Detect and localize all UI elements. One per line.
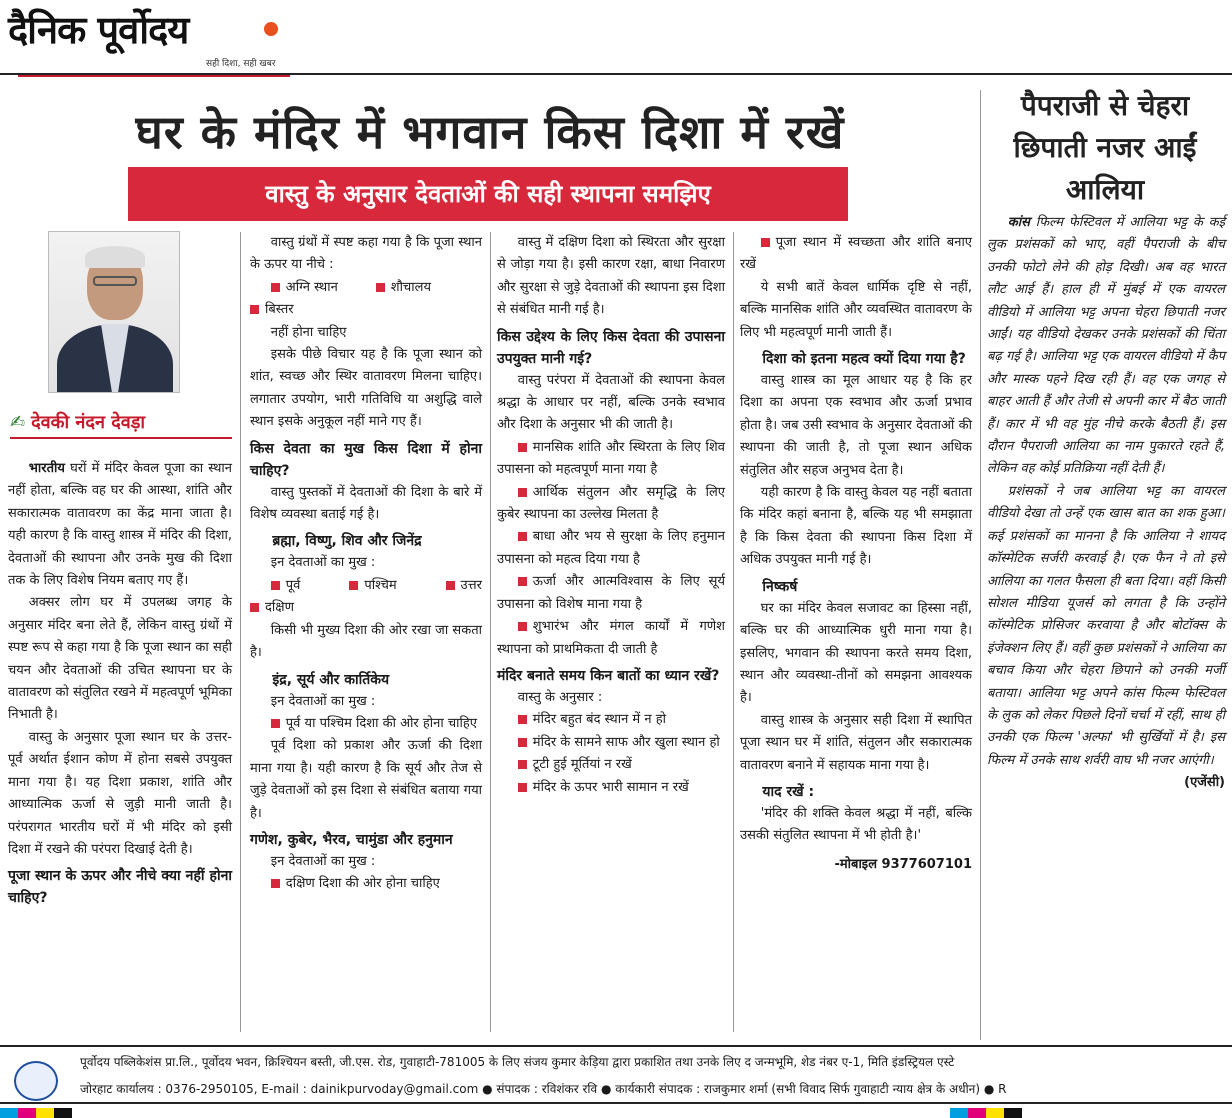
column-divider <box>490 232 491 1032</box>
bullet-icon <box>446 581 455 590</box>
paragraph: वास्तु के अनुसार : <box>517 689 603 705</box>
contact-mobile: -मोबाइल 9377607101 <box>834 856 972 872</box>
byline <box>10 410 232 434</box>
subheading: याद रखें : <box>762 783 815 800</box>
author-photo <box>48 231 180 393</box>
article-column-1 <box>8 458 232 909</box>
bullet-row <box>250 575 482 597</box>
bullet-item: बिस्तर <box>250 299 482 321</box>
bullet-icon <box>250 305 259 314</box>
bullet-icon <box>518 760 527 769</box>
footer <box>0 1045 1232 1118</box>
paragraph: इन देवताओं का मुख : <box>270 555 376 571</box>
bullet-icon <box>271 879 280 888</box>
paragraph: फिल्म फेस्टिवल में आलिया भट्ट के कई लुक प्रशंसकों को भाए, वहीं पैपराजी के बीच उनकी फोटो लेने की होड़ दिखी। अब वह भारत लौट आई हैं। हाल ही में मुंबई में एक वायरल वीडियो में आलिया भट्ट अपना चेहरा छिपाती नजर आईं। यह वीडियो देखकर उनके प्रशंसकों की चिंता बढ़ गई है। आलिया भट्ट एक वायरल वीडियो में कैप और मास्क पहने दिख रही हैं। वह एक जगह से बाहर आती हैं और तेजी से अपनी कार में बैठ जाती हैं। कार में भी वह मुंह नीचे करके बैठती हैं। इस दौरान पैपराजी आलिया का नाम पुकारते रहते हैं, लेकिन वह कोई प्रतिक्रिया नहीं देती हैं। <box>987 215 1225 477</box>
lead-word: भारतीय <box>28 461 65 476</box>
bullet-item: उत्तर <box>446 575 482 597</box>
article-column-4 <box>740 232 972 876</box>
color-registration-bar <box>950 1108 1022 1118</box>
bullet-icon <box>518 622 527 631</box>
bullet-icon <box>518 443 527 452</box>
subheading: गणेश, कुबेर, भैरव, चामुंडा और हनुमान <box>250 831 453 848</box>
side-column-divider <box>980 90 981 1040</box>
paragraph: पूर्व दिशा को प्रकाश और ऊर्जा की दिशा माना गया है। यही कारण है कि सूर्य और तेज से जुड़े देवताओं को इस दिशा से संबंधित बताया गया है। <box>250 738 482 821</box>
bullet-item: बाधा और भय से सुरक्षा के लिए हनुमान उपासना को महत्व दिया गया है <box>497 529 725 567</box>
article-column-3 <box>497 232 725 799</box>
side-article <box>987 212 1225 795</box>
main-headline: घर के मंदिर में भगवान किस दिशा में रखें <box>135 105 845 159</box>
paragraph: प्रशंसकों ने जब आलिया भट्ट का वायरल वीडियो देखा तो उन्हें एक खास बात का शक हुआ। कई प्रशंसकों का मानना है कि आलिया ने शायद कॉस्मेटिक सर्जरी करवाई है। एक फैन ने तो इसे आलिया का गलत फैसला ही बता दिया। वहीं किसी सोशल मीडिया यूजर्स को लगता है कि उन्होंने कॉस्मेटिक प्रोसिजर करवाया है और बोटॉक्स के इंजेक्शन लिए हैं। वहीं कुछ प्रशंसकों ने आलिया का बचाव किया और चेहरा छिपाने को उनकी मर्जी बताया। आलिया भट्ट अपने कांस फिल्म फेस्टिवल के लुक को लेकर पिछले दिनों चर्चा में रहीं, साथ ही उनकी एक फिल्म 'अल्फा' भी सुर्खियों में है। इस फिल्म में उनके साथ शर्वरी वाघ भी नजर आएंगी। <box>987 483 1225 768</box>
column-divider <box>733 232 734 1032</box>
photo-glasses <box>93 276 137 286</box>
side-credit: (एजेंसी) <box>1184 775 1225 791</box>
bullet-item: दक्षिण दिशा की ओर होना चाहिए <box>250 873 482 895</box>
side-lead-word: कांस <box>1007 215 1030 230</box>
paragraph: वास्तु परंपरा में देवताओं की स्थापना केवल श्रद्धा के आधार पर नहीं, बल्कि उनके स्वभाव और दिशा के अनुसार भी की जाती है। <box>497 372 725 433</box>
footer-divider <box>0 1045 1232 1047</box>
bullet-item: पूजा स्थान में स्वच्छता और शांति बनाए रखें <box>740 235 972 273</box>
masthead-name: दैनिक पूर्वोदय <box>8 8 189 52</box>
paragraph: किसी भी मुख्य दिशा की ओर रखा जा सकता है। <box>250 622 482 661</box>
sub-headline: वास्तु के अनुसार देवताओं की सही स्थापना समझिए <box>128 167 848 221</box>
bullet-item: शौचालय <box>376 277 431 299</box>
side-headline: पैपराजी से चेहरा छिपाती नजर आईं आलिया <box>1013 89 1197 206</box>
bullet-icon <box>518 783 527 792</box>
subheading: निष्कर्ष <box>762 578 798 595</box>
paragraph: वास्तु में दक्षिण दिशा को स्थिरता और सुरक्षा से जोड़ा गया है। इसी कारण रक्षा, बाधा निवारण और सुरक्षा से जुड़े देवताओं की स्थापना इस दिशा से संबंधित मानी गई है। <box>497 235 725 318</box>
pen-icon: ✍ <box>10 412 26 433</box>
color-registration-bar <box>0 1108 72 1118</box>
footer-imprint: पूर्वोदय पब्लिकेशंस प्रा.लि., पूर्वोदय भवन, क्रिश्चियन बस्ती, जी.एस. रोड, गुवाहाटी-781005 के लिए संजय कुमार केड़िया द्वारा प्रकाशित तथा उनके लिए द जन्मभूमि, शेड नंबर ए-1, मिति इंडस्ट्रियल एस्टे <box>80 1055 955 1069</box>
bullet-item: मंदिर बहुत बंद स्थान में न हो <box>497 709 725 731</box>
subheading: ब्रह्मा, विष्णु, शिव और जिनेंद्र <box>272 533 422 550</box>
paragraph: वास्तु शास्त्र का मूल आधार यह है कि हर दिशा का अपना एक स्वभाव और ऊर्जा प्रभाव होता है। जब उसी स्वभाव के अनुसार देवताओं की स्थापना की जाती है, तो पूजा स्थान अधिक संतुलित और सहज अनुभव देता है। <box>740 373 972 478</box>
bullet-item: मानसिक शांति और स्थिरता के लिए शिव उपासना को महत्वपूर्ण माना गया है <box>497 439 725 478</box>
bullet-row <box>250 277 482 299</box>
bullet-icon <box>518 577 527 586</box>
paragraph: ये सभी बातें केवल धार्मिक दृष्टि से नहीं, बल्कि मानसिक शांति और व्यवस्थित वातावरण के लिए भी महत्वपूर्ण मानी जाती हैं। <box>740 279 972 340</box>
bullet-icon <box>761 238 770 247</box>
bullet-item: टूटी हुई मूर्तियां न रखें <box>497 754 725 776</box>
bullet-icon <box>518 488 527 497</box>
masthead-tagline: सही दिशा, सही खबर <box>206 59 276 69</box>
bullet-icon <box>518 715 527 724</box>
paragraph: यही कारण है कि वास्तु केवल यह नहीं बताता कि मंदिर कहां बनाना है, बल्कि यह भी समझाता है कि किस देवता की स्थापना किस दिशा में अधिक उपयुक्त मानी गई है। <box>740 485 972 568</box>
bullet-icon <box>518 532 527 541</box>
footer-bottom-rule <box>0 1102 1232 1104</box>
paragraph: इन देवताओं का मुख : <box>270 853 376 869</box>
bullet-item: ऊर्जा और आत्मविश्वास के लिए सूर्य उपासना को विशेष माना गया है <box>497 574 725 612</box>
publisher-logo-icon <box>14 1061 58 1101</box>
header-divider <box>0 73 1232 75</box>
bullet-item: मंदिर के सामने साफ और खुला स्थान हो <box>497 732 725 754</box>
paragraph: वास्तु शास्त्र के अनुसार सही दिशा में स्थापित पूजा स्थान घर में शांति, संतुलन और सकारात्मक वातावरण बनाने में सहायक माना गया है। <box>740 712 972 773</box>
bullet-icon <box>349 581 358 590</box>
bullet-item: आर्थिक संतुलन और समृद्धि के लिए कुबेर स्थापना का उल्लेख मिलता है <box>497 484 725 523</box>
bullet-item: शुभारंभ और मंगल कार्यों में गणेश स्थापना को प्राथमिकता दी जाती है <box>497 619 725 657</box>
subheading: पूजा स्थान के ऊपर और नीचे क्या नहीं होना चाहिए? <box>8 868 232 907</box>
bullet-icon <box>250 603 259 612</box>
paragraph: अक्सर लोग घर में उपलब्ध जगह के अनुसार मंदिर बना लेते हैं, लेकिन वास्तु ग्रंथों में स्पष्ट रूप से कहा गया है कि पूजा स्थान का सही चयन और देवताओं की उचित स्थापना घर के वातावरण को संतुलित रखने में महत्वपूर्ण भूमिका निभाती है। <box>8 595 232 723</box>
bullet-icon <box>376 283 385 292</box>
footer-contact: जोरहाट कार्यालय : 0376-2950105, E-mail : dainikpurvoday@gmail.com ● संपादक : रविशंकर रवि ● कार्यकारी संपादक : राजकुमार शर्मा (सभी विवाद सिर्फ गुवाहाटी न्याय क्षेत्र के अधीन) ● R <box>80 1082 1007 1096</box>
bullet-item: पश्चिम <box>349 575 396 597</box>
subheading: मंदिर बनाते समय किन बातों का ध्यान रखें? <box>497 667 720 684</box>
paragraph: वास्तु के अनुसार पूजा स्थान घर के उत्तर-पूर्व अर्थात ईशान कोण में होना सबसे उपयुक्त माना गया है। यह दिशा प्रकाश, शांति और आध्यात्मिक ऊर्जा से जुड़ी मानी जाती है। परंपरागत भारतीय घरों में भी मंदिर को इसी दिशा में रखने की परंपरा दिखाई देती है। <box>8 729 232 857</box>
paragraph: वास्तु पुस्तकों में देवताओं की दिशा के बारे में विशेष व्यवस्था बताई गई है। <box>250 484 482 523</box>
bullet-icon <box>271 581 280 590</box>
photo-hair <box>85 246 145 268</box>
subheading: इंद्र, सूर्य और कार्तिकेय <box>272 671 390 688</box>
bullet-icon <box>271 719 280 728</box>
byline-name: देवकी नंदन देवड़ा <box>31 412 146 433</box>
bullet-icon <box>271 283 280 292</box>
quote: 'मंदिर की शक्ति केवल श्रद्धा में नहीं, बल्कि उसकी संतुलित स्थापना में भी होती है।' <box>740 805 972 844</box>
paragraph: घरों में मंदिर केवल पूजा का स्थान नहीं होता, बल्कि वह घर की आस्था, शांति और सकारात्मक वातावरण का केंद्र माना जाता है। यही कारण है कि वास्तु शास्त्र में मंदिर की दिशा, देवताओं की स्थापना और उनके मुख की दिशा तक के लिए विशेष नियम बताए गए हैं। <box>8 461 232 589</box>
bullet-item: पूर्व या पश्चिम दिशा की ओर होना चाहिए <box>250 713 482 735</box>
bullet-item: पूर्व <box>271 575 301 597</box>
byline-rule <box>10 437 232 439</box>
article-column-2 <box>250 232 482 896</box>
subheading: किस देवता का मुख किस दिशा में होना चाहिए? <box>250 440 482 479</box>
bullet-item: दक्षिण <box>250 597 482 619</box>
bullet-icon <box>518 738 527 747</box>
paragraph: वास्तु ग्रंथों में स्पष्ट कहा गया है कि पूजा स्थान के ऊपर या नीचे : <box>250 235 482 273</box>
subheading: किस उद्देश्य के लिए किस देवता की उपासना उपयुक्त मानी गई? <box>497 328 725 367</box>
masthead <box>8 8 288 72</box>
column-divider <box>240 232 241 1032</box>
bullet-item: अग्नि स्थान <box>271 277 338 299</box>
masthead-sun-icon <box>264 22 278 36</box>
bullet-item: मंदिर के ऊपर भारी सामान न रखें <box>497 777 725 799</box>
paragraph: नहीं होना चाहिए <box>270 324 347 340</box>
subheading: दिशा को इतना महत्व क्यों दिया गया है? <box>762 351 966 368</box>
paragraph: इसके पीछे विचार यह है कि पूजा स्थान को शांत, स्वच्छ और स्थिर वातावरण मिलना चाहिए। लगातार उपयोग, भारी गतिविधि या अशुद्धि वाले स्थान इसके अनुकूल नहीं माने गए हैं। <box>250 347 482 430</box>
paragraph: इन देवताओं का मुख : <box>270 693 376 709</box>
paragraph: घर का मंदिर केवल सजावट का हिस्सा नहीं, बल्कि घर की आध्यात्मिक धुरी माना गया है। इसलिए, भगवान की स्थापना करते समय दिशा, स्थान और व्यवस्था-तीनों को समझना आवश्यक है। <box>740 600 972 706</box>
